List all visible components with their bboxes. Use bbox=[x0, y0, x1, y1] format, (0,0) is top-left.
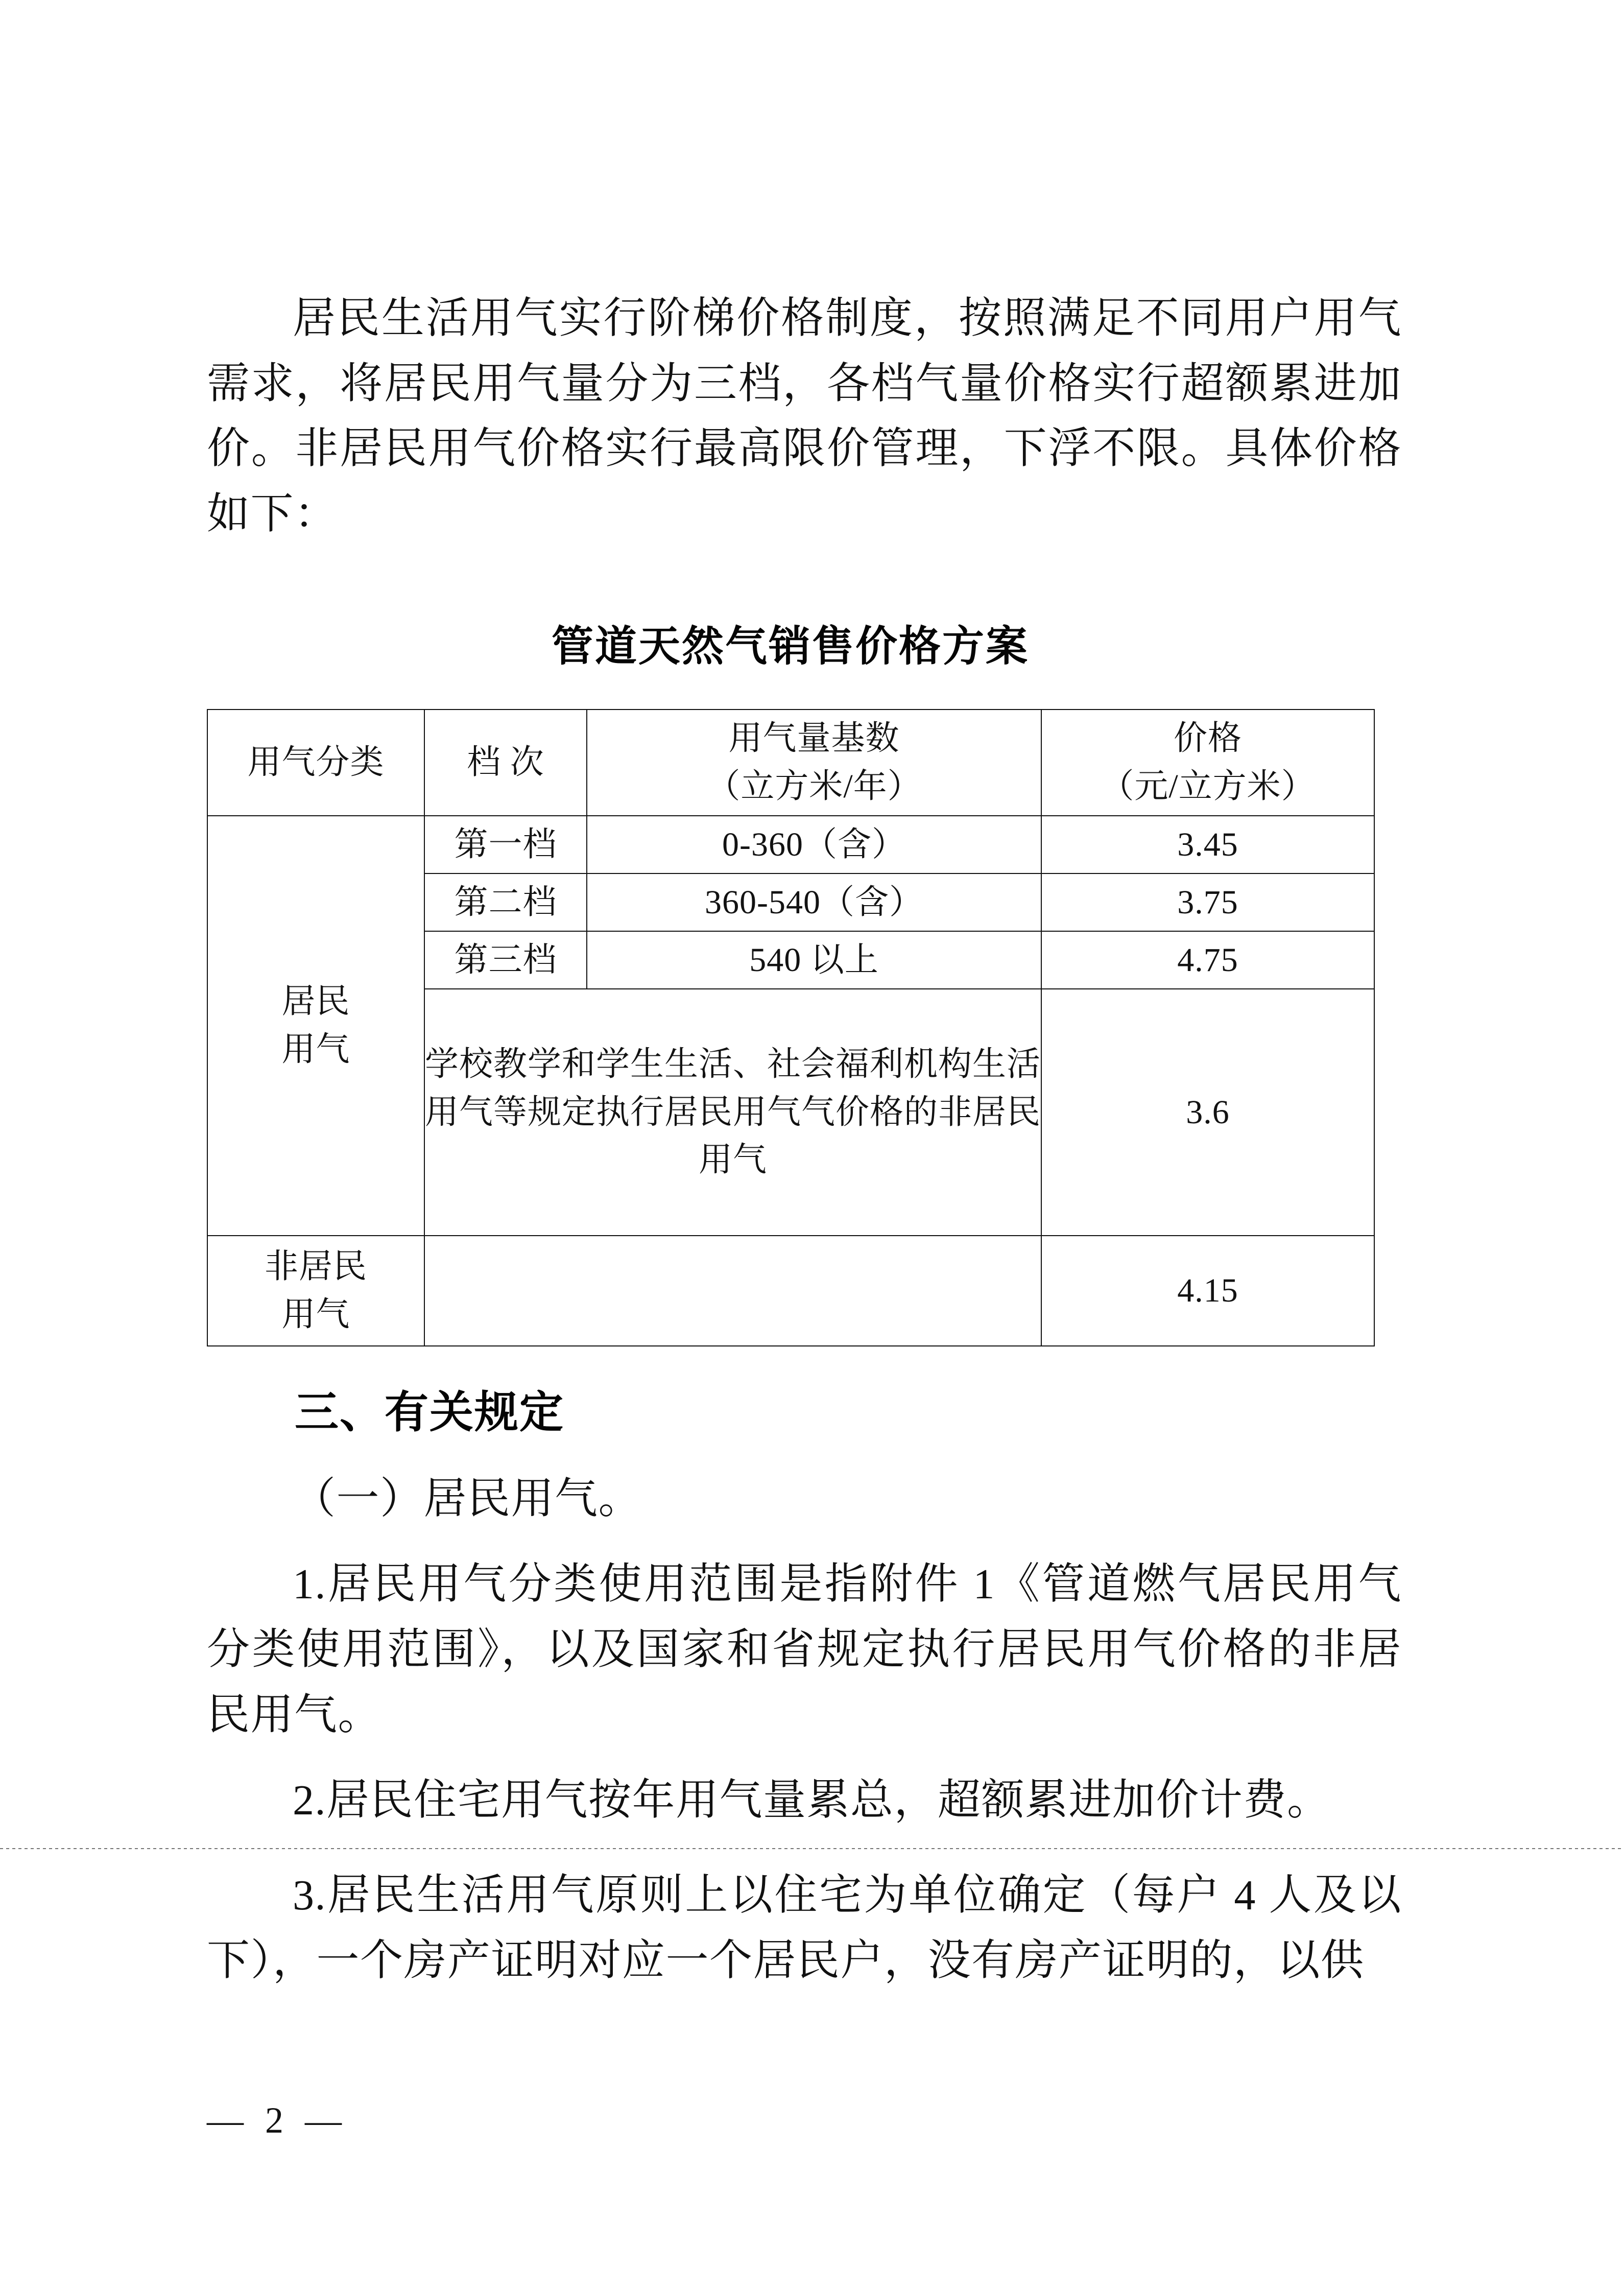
cell-tier-1: 第一档 bbox=[424, 816, 587, 873]
subsection-heading-residential: （一）居民用气。 bbox=[293, 1475, 642, 1523]
scan-artifact-rule bbox=[0, 1848, 1624, 1849]
document-body bbox=[207, 286, 1402, 547]
cell-base-1: 0-360（含） bbox=[587, 816, 1041, 873]
header-classification: 用气分类 bbox=[207, 710, 424, 816]
cell-residential-label: 居民 用气 bbox=[207, 816, 424, 1236]
document-body-lower bbox=[207, 1379, 1402, 1993]
cell-nonresidential-label: 非居民 用气 bbox=[207, 1236, 424, 1346]
table-header-row bbox=[207, 710, 1374, 816]
header-price-line2: （元/立方米） bbox=[1100, 768, 1316, 805]
table-row bbox=[207, 1236, 1374, 1346]
header-price bbox=[1041, 710, 1374, 816]
header-base-volume-line2: （立方米/年） bbox=[706, 768, 922, 805]
header-base-volume bbox=[587, 710, 1041, 816]
cell-price-5: 4.15 bbox=[1041, 1236, 1374, 1346]
table-title: 管道天然气销售价格方案 bbox=[551, 623, 1029, 670]
gas-price-table bbox=[207, 709, 1375, 1346]
cell-price-3: 4.75 bbox=[1041, 931, 1374, 989]
cell-price-4: 3.6 bbox=[1041, 989, 1374, 1236]
cell-price-2: 3.75 bbox=[1041, 873, 1374, 931]
cell-special-description: 学校教学和学生生活、社会福利机构生活用气等规定执行居民用气气价格的非居民用气 bbox=[424, 989, 1041, 1236]
cell-base-3: 540 以上 bbox=[587, 931, 1041, 989]
list-item-1: 1.居民用气分类使用范围是指附件 1《管道燃气居民用气分类使用范围》，以及国家和省规定执行居民用气价格的非居民用气。 bbox=[207, 1561, 1402, 1739]
list-item-2: 2.居民住宅用气按年用气量累总，超额累进加价计费。 bbox=[293, 1777, 1331, 1825]
cell-tier-2: 第二档 bbox=[424, 873, 587, 931]
cell-price-1: 3.45 bbox=[1041, 816, 1374, 873]
header-tier: 档 次 bbox=[424, 710, 587, 816]
page-number: — 2 — bbox=[207, 2100, 348, 2141]
cell-base-5 bbox=[424, 1236, 1041, 1346]
table-row bbox=[207, 816, 1374, 873]
cell-tier-3: 第三档 bbox=[424, 931, 587, 989]
cell-base-2: 360-540（含） bbox=[587, 873, 1041, 931]
paragraph-intro: 居民生活用气实行阶梯价格制度，按照满足不同用户用气需求，将居民用气量分为三档，各档气量价格实行超额累进加价。非居民用气价格实行最高限价管理，下浮不限。具体价格如下： bbox=[207, 295, 1402, 538]
header-price-line1: 价格 bbox=[1174, 720, 1242, 758]
section-heading-regulations: 三、有关规定 bbox=[295, 1388, 564, 1437]
list-item-3: 3.居民生活用气原则上以住宅为单位确定（每户 4 人及以下），一个房产证明对应一个居民户，没有房产证明的，以供 bbox=[207, 1872, 1402, 1984]
header-base-volume-line1: 用气量基数 bbox=[728, 720, 900, 758]
